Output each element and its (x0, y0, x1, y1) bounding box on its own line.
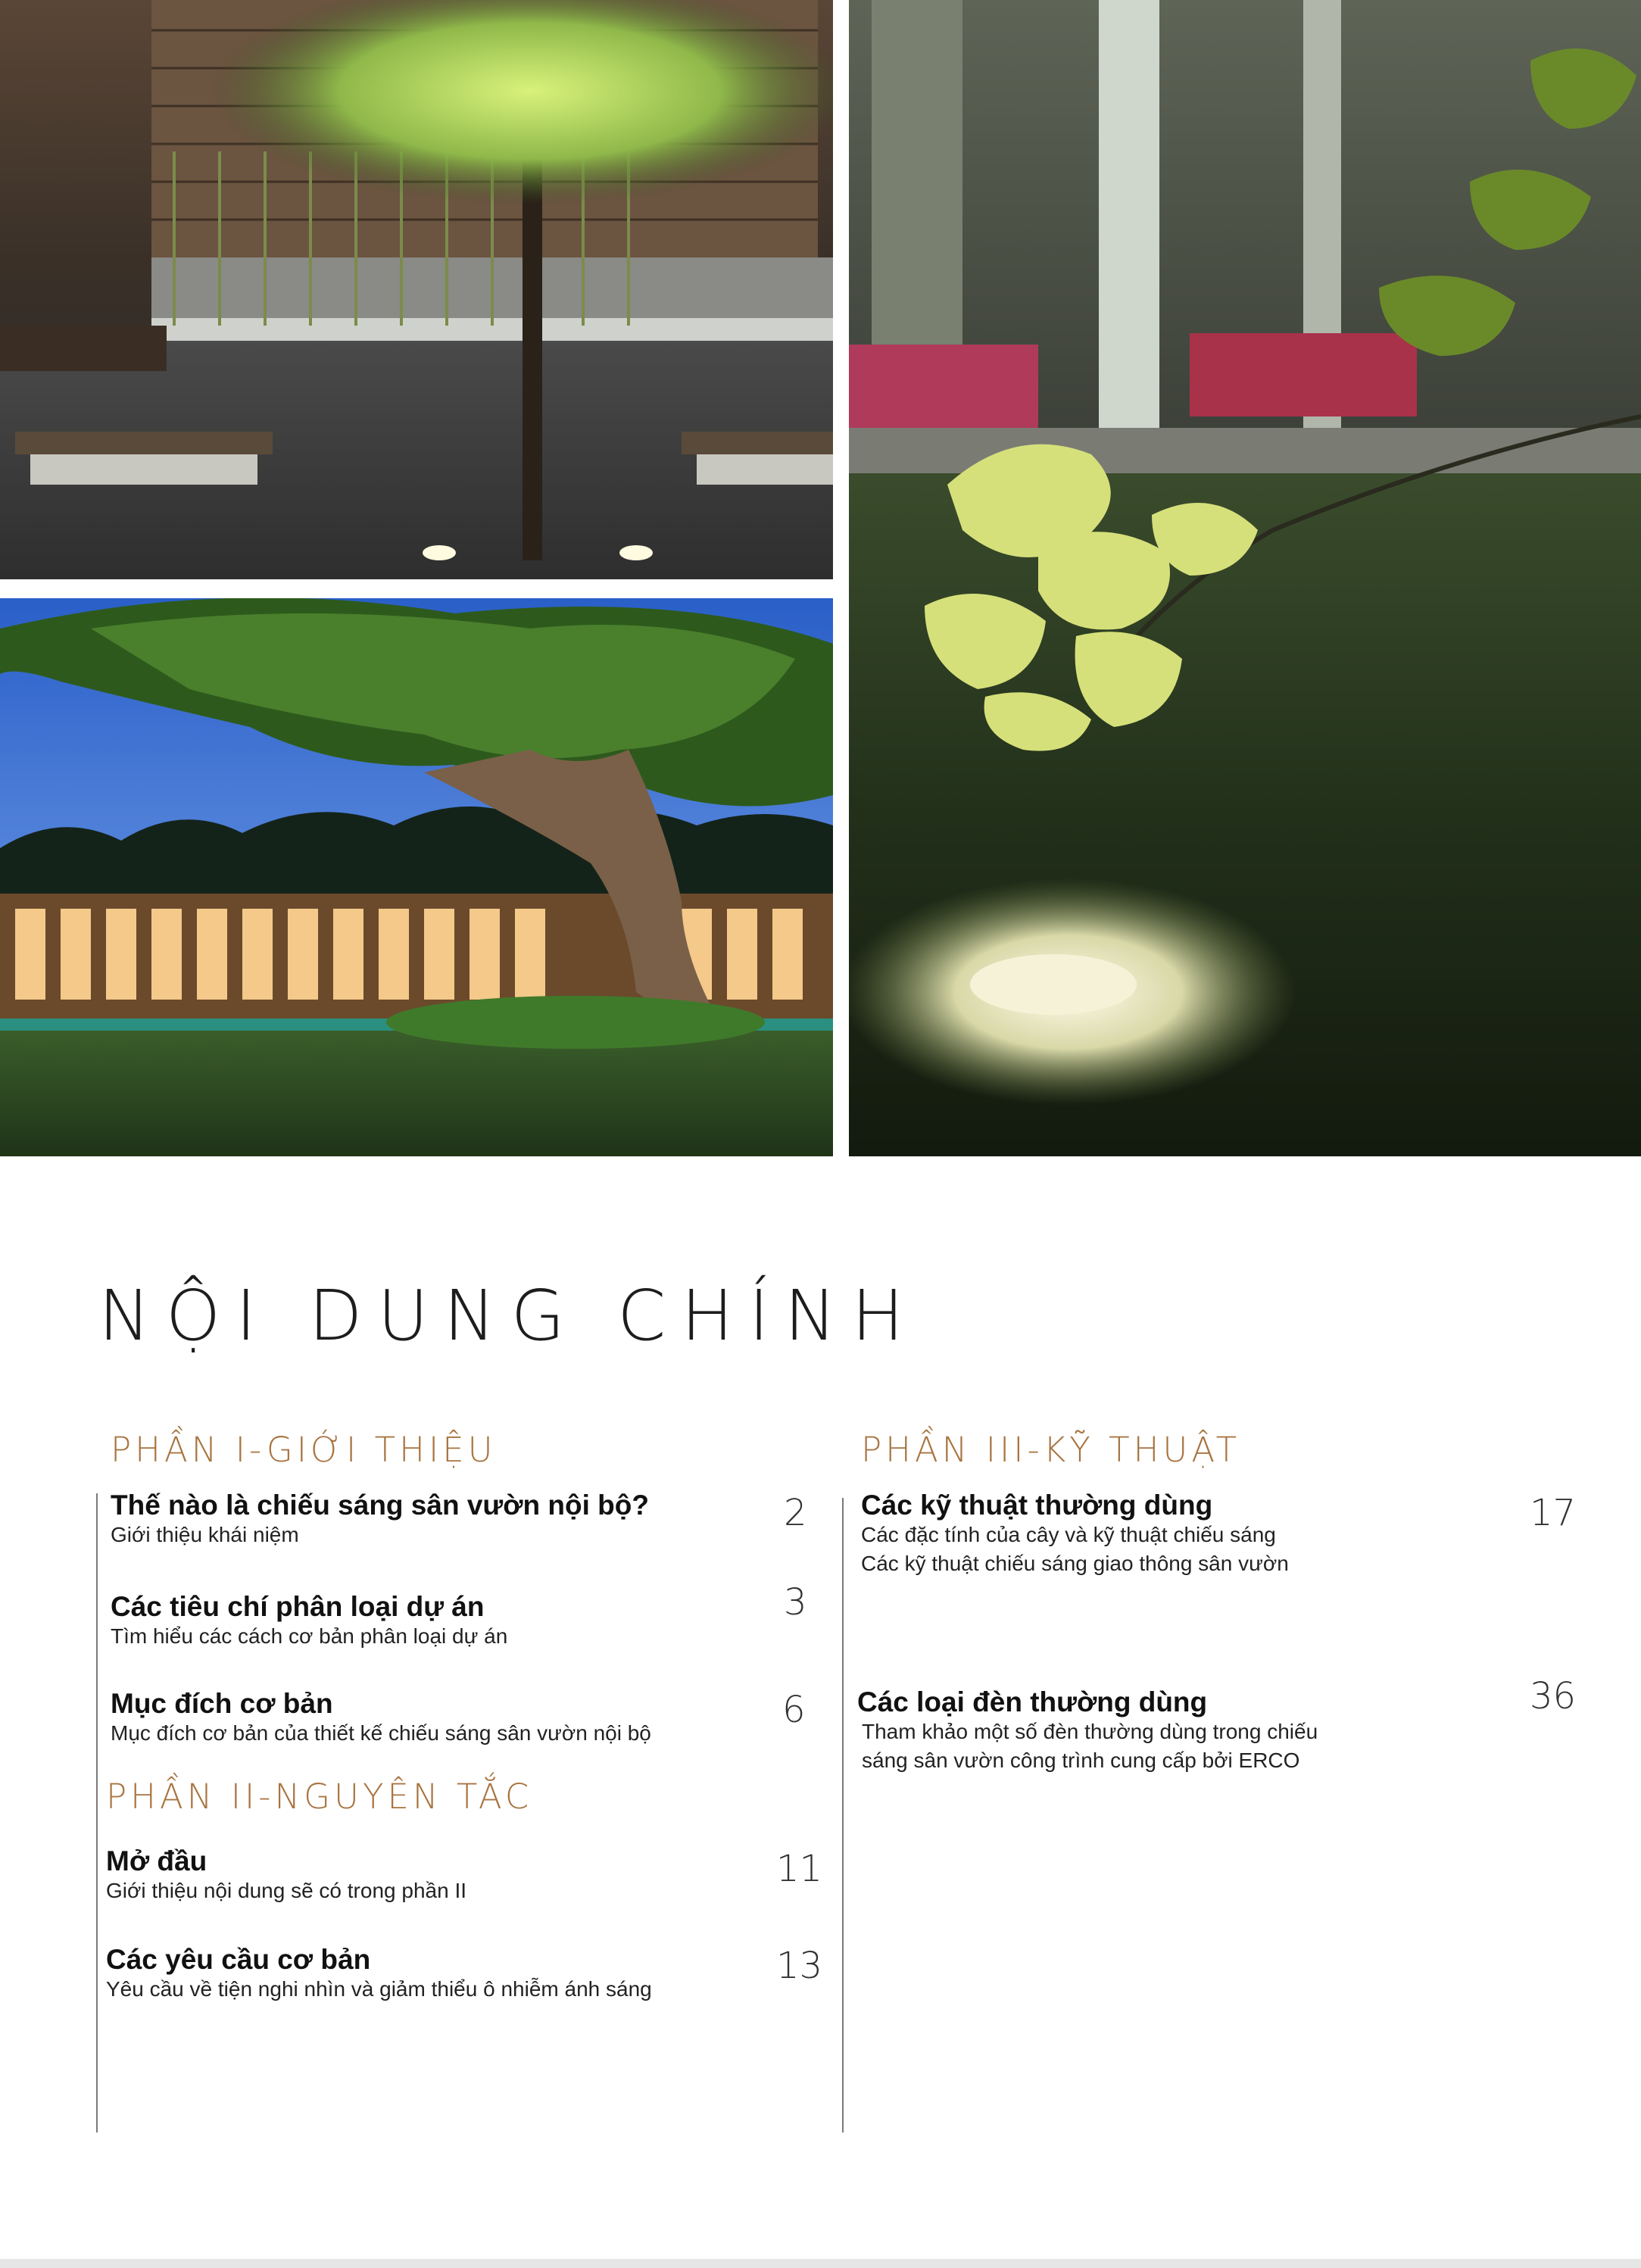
toc-entry-desc: Các đặc tính của cây và kỹ thuật chiếu sáng (861, 1523, 1276, 1546)
toc-entry-desc: Tham khảo một số đèn thường dùng trong chiếu (862, 1720, 1318, 1743)
toc-page-number: 17 (1530, 1492, 1577, 1534)
toc-entry-desc: Giới thiệu nội dung sẽ có trong phần II (106, 1879, 466, 1902)
toc-entry-desc: Tìm hiểu các cách cơ bản phân loại dự án (111, 1624, 508, 1648)
toc-entry-title: Thế nào là chiếu sáng sân vườn nội bộ? (111, 1490, 649, 1521)
part3-heading: PHẦN III-KỸ THUẬT (861, 1430, 1241, 1470)
toc-entry-desc: Giới thiệu khái niệm (111, 1523, 299, 1546)
toc-page-number: 2 (784, 1492, 807, 1534)
courtyard-tree-photo (0, 0, 833, 579)
page-title: NỘI DUNG CHÍNH (98, 1274, 919, 1356)
page-footer-bar (0, 2259, 1641, 2268)
toc-entry-desc: Yêu cầu về tiện nghi nhìn và giảm thiểu ô nhiễm ánh sáng (106, 1977, 652, 2001)
part2-heading: PHẦN II-NGUYÊN TẮC (106, 1777, 533, 1817)
toc-page-number: 13 (776, 1945, 823, 1987)
toc-entry-title: Các yêu cầu cơ bản (106, 1944, 371, 1975)
left-column-divider (96, 1493, 98, 2132)
toc-entry-desc: Mục đích cơ bản của thiết kế chiếu sáng sân vườn nội bộ (111, 1721, 651, 1745)
center-column-divider (842, 1498, 844, 2132)
toc-entry-title: Các loại đèn thường dùng (857, 1686, 1208, 1717)
toc-entry-title: Mở đầu (106, 1845, 207, 1876)
toc-entry-requirements[interactable] (106, 1945, 652, 2004)
toc-entry-desc: Các kỹ thuật chiếu sáng giao thông sân vườn (861, 1552, 1289, 1575)
toc-entry-intro[interactable] (111, 1490, 649, 1549)
toc-entry-opening[interactable] (106, 1846, 466, 1905)
leaves-uplight-photo (849, 0, 1641, 1156)
house-tree-photo (0, 598, 833, 1156)
part1-heading: PHẦN I-GIỚI THIỆU (111, 1430, 497, 1470)
toc-entry-criteria[interactable] (111, 1592, 507, 1651)
toc-entry-title: Các kỹ thuật thường dùng (861, 1490, 1213, 1521)
toc-entry-title: Mục đích cơ bản (111, 1688, 333, 1719)
toc-entry-purpose[interactable] (111, 1689, 651, 1748)
toc-entry-luminaires[interactable] (857, 1687, 1318, 1775)
toc-entry-title: Các tiêu chí phân loại dự án (111, 1591, 485, 1622)
toc-entry-desc: sáng sân vườn công trình cung cấp bởi ERCO (862, 1749, 1300, 1772)
toc-page-number: 6 (782, 1689, 806, 1731)
toc-page-number: 36 (1530, 1675, 1577, 1717)
toc-page-number: 3 (784, 1581, 807, 1624)
toc-entry-techniques[interactable] (861, 1490, 1289, 1578)
toc-page-number: 11 (776, 1848, 823, 1890)
